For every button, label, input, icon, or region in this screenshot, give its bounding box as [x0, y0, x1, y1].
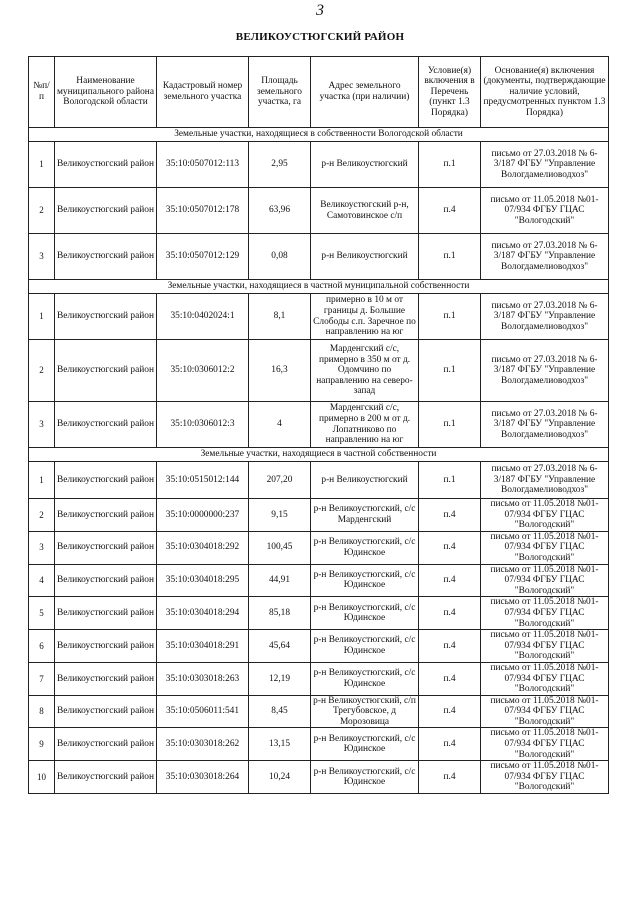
row-basis: письмо от 27.03.2018 № 6-3/187 ФГБУ "Управление Вологдамелиоводхоз": [481, 142, 609, 188]
row-condition: п.1: [419, 294, 481, 340]
row-cadastral-number: 35:10:0304018:295: [157, 564, 249, 597]
row-number: 9: [29, 728, 55, 761]
section-title: Земельные участки, находящиеся в частной муниципальной собственности: [29, 280, 609, 294]
row-address: р-н Великоустюгский: [311, 142, 419, 188]
table-row: [29, 695, 609, 728]
row-address: р-н Великоустюгский, с/п Трегубовское, д Морозовица: [311, 695, 419, 728]
row-area: 16,3: [249, 340, 311, 402]
row-area: 2,95: [249, 142, 311, 188]
row-address: р-н Великоустюгский: [311, 462, 419, 499]
row-address: р-н Великоустюгский, с/с Юдинское: [311, 662, 419, 695]
row-number: 7: [29, 662, 55, 695]
table-row: [29, 564, 609, 597]
header-area: Площадь земельного участка, га: [249, 57, 311, 128]
row-number: 6: [29, 630, 55, 663]
row-district: Великоустюгский район: [55, 402, 157, 448]
row-condition: п.1: [419, 402, 481, 448]
row-area: 9,15: [249, 499, 311, 532]
row-address: р-н Великоустюгский, с/с Марденгский: [311, 499, 419, 532]
header-district: Наименование муниципального района Вологодской области: [55, 57, 157, 128]
header-condition: Условие(я) включения в Перечень (пункт 1.3 Порядка): [419, 57, 481, 128]
table-row: [29, 402, 609, 448]
header-number: №п/п: [29, 57, 55, 128]
table-row: [29, 340, 609, 402]
row-number: 10: [29, 761, 55, 794]
row-district: Великоустюгский район: [55, 597, 157, 630]
row-area: 85,18: [249, 597, 311, 630]
row-district: Великоустюгский район: [55, 630, 157, 663]
row-district: Великоустюгский район: [55, 234, 157, 280]
row-area: 13,15: [249, 728, 311, 761]
row-basis: письмо от 27.03.2018 № 6-3/187 ФГБУ "Управление Вологдамелиоводхоз": [481, 234, 609, 280]
header-address: Адрес земельного участка (при наличии): [311, 57, 419, 128]
row-basis: письмо от 11.05.2018 №01-07/934 ФГБУ ГЦАС "Вологодский": [481, 662, 609, 695]
row-address: Марденгский с/с, примерно в 350 м от д. Одомчино по направлению на северо-запад: [311, 340, 419, 402]
header-cadastral: Кадастровый номер земельного участка: [157, 57, 249, 128]
section-header-row: [29, 128, 609, 142]
row-basis: письмо от 11.05.2018 №01-07/934 ФГБУ ГЦАС "Вологодский": [481, 564, 609, 597]
row-cadastral-number: 35:10:0507012:178: [157, 188, 249, 234]
row-cadastral-number: 35:10:0000000:237: [157, 499, 249, 532]
row-number: 1: [29, 294, 55, 340]
row-cadastral-number: 35:10:0303018:262: [157, 728, 249, 761]
row-condition: п.1: [419, 340, 481, 402]
row-cadastral-number: 35:10:0303018:264: [157, 761, 249, 794]
row-area: 8,45: [249, 695, 311, 728]
row-basis: письмо от 11.05.2018 №01-07/934 ФГБУ ГЦАС "Вологодский": [481, 597, 609, 630]
row-condition: п.4: [419, 597, 481, 630]
row-condition: п.4: [419, 728, 481, 761]
row-area: 8,1: [249, 294, 311, 340]
row-area: 10,24: [249, 761, 311, 794]
row-cadastral-number: 35:10:0304018:292: [157, 531, 249, 564]
row-basis: письмо от 27.03.2018 № 6-3/187 ФГБУ "Управление Вологдамелиоводхоз": [481, 462, 609, 499]
table-row: [29, 499, 609, 532]
page-number: 3: [316, 2, 324, 19]
row-number: 8: [29, 695, 55, 728]
row-district: Великоустюгский район: [55, 462, 157, 499]
row-number: 3: [29, 531, 55, 564]
section-header-row: [29, 448, 609, 462]
row-area: 44,91: [249, 564, 311, 597]
row-address: р-н Великоустюгский, с/с Юдинское: [311, 728, 419, 761]
table-row: [29, 662, 609, 695]
table-row: [29, 630, 609, 663]
row-area: 207,20: [249, 462, 311, 499]
table-row: [29, 188, 609, 234]
row-address: Великоустюгский р-н, Самотовинское с/п: [311, 188, 419, 234]
row-area: 100,45: [249, 531, 311, 564]
row-condition: п.4: [419, 662, 481, 695]
row-district: Великоустюгский район: [55, 695, 157, 728]
row-condition: п.4: [419, 761, 481, 794]
row-cadastral-number: 35:10:0515012:144: [157, 462, 249, 499]
land-plots-table: [28, 56, 609, 794]
row-condition: п.1: [419, 462, 481, 499]
row-condition: п.4: [419, 695, 481, 728]
row-cadastral-number: 35:10:0402024:1: [157, 294, 249, 340]
row-address: р-н Великоустюгский, с/с Юдинское: [311, 531, 419, 564]
section-header-row: [29, 280, 609, 294]
row-basis: письмо от 11.05.2018 №01-07/934 ФГБУ ГЦАС "Вологодский": [481, 531, 609, 564]
row-district: Великоустюгский район: [55, 188, 157, 234]
row-address: р-н Великоустюгский, с/с Юдинское: [311, 761, 419, 794]
row-district: Великоустюгский район: [55, 564, 157, 597]
table-row: [29, 728, 609, 761]
row-address: примерно в 10 м от границы д. Большие Слободы с.п. Заречное по направлению на юг: [311, 294, 419, 340]
section-title: Земельные участки, находящиеся в частной собственности: [29, 448, 609, 462]
table-body: [29, 128, 609, 794]
row-district: Великоустюгский район: [55, 761, 157, 794]
section-title: Земельные участки, находящиеся в собственности Вологодской области: [29, 128, 609, 142]
row-cadastral-number: 35:10:0306012:2: [157, 340, 249, 402]
header-basis: Основание(я) включения (документы, подтверждающие наличие условий, предусмотренных пунктом 1.3 Порядка): [481, 57, 609, 128]
row-number: 3: [29, 234, 55, 280]
row-condition: п.4: [419, 630, 481, 663]
row-condition: п.4: [419, 564, 481, 597]
row-number: 2: [29, 340, 55, 402]
row-cadastral-number: 35:10:0506011:541: [157, 695, 249, 728]
row-address: р-н Великоустюгский, с/с Юдинское: [311, 597, 419, 630]
table-row: [29, 462, 609, 499]
table-row: [29, 531, 609, 564]
row-condition: п.1: [419, 234, 481, 280]
table-row: [29, 294, 609, 340]
row-district: Великоустюгский район: [55, 531, 157, 564]
page-title: ВЕЛИКОУСТЮГСКИЙ РАЙОН: [235, 31, 405, 43]
row-number: 2: [29, 188, 55, 234]
row-area: 4: [249, 402, 311, 448]
table-row: [29, 142, 609, 188]
row-basis: письмо от 11.05.2018 №01-07/934 ФГБУ ГЦАС "Вологодский": [481, 695, 609, 728]
row-address: р-н Великоустюгский, с/с Юдинское: [311, 564, 419, 597]
row-district: Великоустюгский район: [55, 662, 157, 695]
row-condition: п.4: [419, 188, 481, 234]
row-cadastral-number: 35:10:0304018:291: [157, 630, 249, 663]
row-basis: письмо от 11.05.2018 №01-07/934 ФГБУ ГЦАС "Вологодский": [481, 761, 609, 794]
row-cadastral-number: 35:10:0303018:263: [157, 662, 249, 695]
row-district: Великоустюгский район: [55, 728, 157, 761]
row-basis: письмо от 27.03.2018 № 6-3/187 ФГБУ "Управление Вологдамелиоводхоз": [481, 294, 609, 340]
row-condition: п.1: [419, 142, 481, 188]
row-area: 12,19: [249, 662, 311, 695]
row-basis: письмо от 11.05.2018 №01-07/934 ФГБУ ГЦАС "Вологодский": [481, 499, 609, 532]
row-area: 45,64: [249, 630, 311, 663]
row-number: 4: [29, 564, 55, 597]
row-basis: письмо от 27.03.2018 № 6-3/187 ФГБУ "Управление Вологдамелиоводхоз": [481, 402, 609, 448]
table-header-row: [29, 57, 609, 128]
table-row: [29, 234, 609, 280]
row-condition: п.4: [419, 499, 481, 532]
row-district: Великоустюгский район: [55, 340, 157, 402]
row-cadastral-number: 35:10:0507012:113: [157, 142, 249, 188]
row-number: 2: [29, 499, 55, 532]
row-basis: письмо от 11.05.2018 №01-07/934 ФГБУ ГЦАС "Вологодский": [481, 630, 609, 663]
row-basis: письмо от 11.05.2018 №01-07/934 ФГБУ ГЦАС "Вологодский": [481, 188, 609, 234]
row-basis: письмо от 27.03.2018 № 6-3/187 ФГБУ "Управление Вологдамелиоводхоз": [481, 340, 609, 402]
row-address: р-н Великоустюгский: [311, 234, 419, 280]
row-area: 0,08: [249, 234, 311, 280]
row-area: 63,96: [249, 188, 311, 234]
row-address: Марденгский с/с, примерно в 200 м от д. Лопатниково по направлению на юг: [311, 402, 419, 448]
row-number: 1: [29, 142, 55, 188]
row-number: 1: [29, 462, 55, 499]
row-district: Великоустюгский район: [55, 499, 157, 532]
row-cadastral-number: 35:10:0304018:294: [157, 597, 249, 630]
table-row: [29, 597, 609, 630]
row-address: р-н Великоустюгский, с/с Юдинское: [311, 630, 419, 663]
row-condition: п.4: [419, 531, 481, 564]
row-district: Великоустюгский район: [55, 142, 157, 188]
row-district: Великоустюгский район: [55, 294, 157, 340]
row-basis: письмо от 11.05.2018 №01-07/934 ФГБУ ГЦАС "Вологодский": [481, 728, 609, 761]
table-row: [29, 761, 609, 794]
row-cadastral-number: 35:10:0306012:3: [157, 402, 249, 448]
row-number: 3: [29, 402, 55, 448]
row-cadastral-number: 35:10:0507012:129: [157, 234, 249, 280]
row-number: 5: [29, 597, 55, 630]
